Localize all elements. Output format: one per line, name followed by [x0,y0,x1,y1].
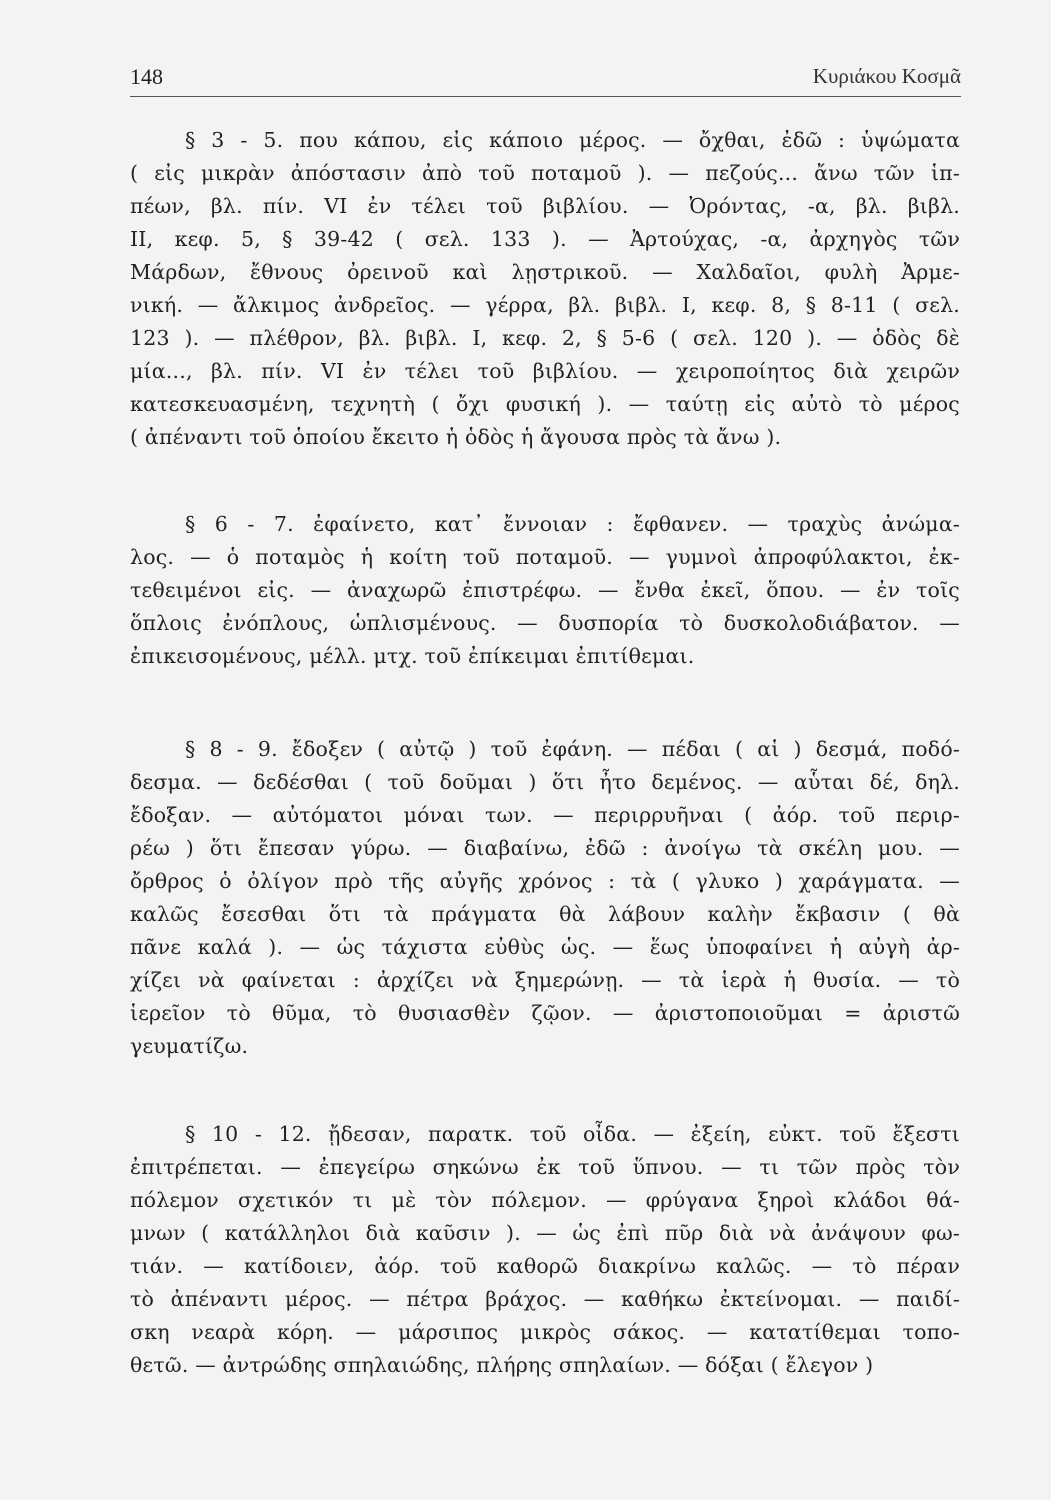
text-line: ( ἀπέναντι τοῦ ὁποίου ἔκειτο ἡ ὁδὸς ἡ ἄγουσα πρὸς τὰ ἄνω ). [130,425,782,449]
text-line: Μάρδων, ἔθνους ὀρεινοῦ καὶ λῃστρικοῦ. — Χαλδαῖοι, φυλὴ Ἀρμε- [130,260,960,284]
text-line: χίζει νὰ φαίνεται : ἀρχίζει νὰ ξημερώνῃ. — τὰ ἱερὰ ἡ θυσία. — τὸ [130,968,960,992]
text-line: ἱερεῖον τὸ θῦμα, τὸ θυσιασθὲν ζῷον. — ἀριστοποιοῦμαι = ἀριστῶ [130,1001,960,1025]
text-line: ρέω ) ὅτι ἔπεσαν γύρω. — διαβαίνω, ἐδῶ : ἀνοίγω τὰ σκέλη μου. — [130,836,960,860]
text-line: γευματίζω. [130,1034,249,1058]
text-line: λος. — ὁ ποταμὸς ἡ κοίτη τοῦ ποταμοῦ. — γυμνοὶ ἀπροφύλακτοι, ἐκ- [130,545,960,569]
text-line: σκη νεαρὰ κόρη. — μάρσιπος μικρὸς σάκος. — κατατίθεμαι τοπο- [130,1320,960,1344]
text-line: τεθειμένοι εἰς. — ἀναχωρῶ ἐπιστρέφω. — ἔνθα ἐκεῖ, ὅπου. — ἐν τοῖς [130,578,960,602]
text-line: πόλεμον σχετικόν τι μὲ τὸν πόλεμον. — φρύγανα ξηροὶ κλάδοι θά- [130,1188,960,1212]
text-line: καλῶς ἔσεσθαι ὅτι τὰ πράγματα θὰ λάβουν καλὴν ἔκβασιν ( θὰ [130,902,960,926]
text-line: § 6 - 7. ἐφαίνετο, κατ᾽ ἔννοιαν : ἔφθανεν. — τραχὺς ἀνώμα- [185,512,960,536]
text-line: II, κεφ. 5, § 39-42 ( σελ. 133 ). — Ἀρτούχας, -α, ἀρχηγὸς τῶν [130,227,960,251]
text-line: πέων, βλ. πίν. VI ἐν τέλει τοῦ βιβλίου. — Ὀρόντας, -α, βλ. βιβλ. [130,194,960,218]
text-line: ὅπλοις ἐνόπλους, ὡπλισμένους. — δυσπορία τὸ δυσκολοδιάβατον. — [130,611,960,635]
page-header [130,56,961,97]
text-line: § 3 - 5. που κάπου, εἰς κάποιο μέρος. — ὄχθαι, ἐδῶ : ὑψώματα [185,128,960,152]
text-line: πᾶνε καλά ). — ὡς τάχιστα εὐθὺς ὡς. — ἕως ὑποφαίνει ἡ αὐγὴ ἀρ- [130,935,960,959]
text-line: τὸ ἀπέναντι μέρος. — πέτρα βράχος. — καθήκω ἐκτείνομαι. — παιδί- [130,1287,960,1311]
text-line: μνων ( κατάλληλοι διὰ καῦσιν ). — ὡς ἐπὶ πῦρ διὰ νὰ ἀνάψουν φω- [130,1221,960,1245]
commentary-paragraph [130,124,960,454]
text-line: τιάν. — κατίδοιεν, ἀόρ. τοῦ καθορῶ διακρίνω καλῶς. — τὸ πέραν [130,1254,960,1278]
text-line: ὄρθρος ὁ ὀλίγον πρὸ τῆς αὐγῆς χρόνος : τὰ ( γλυκο ) χαράγματα. — [130,869,960,893]
running-head: Κυριάκου Κοσμᾶ [812,64,961,88]
text-line: ἐπικεισομένους, μέλλ. μτχ. τοῦ ἐπίκειμαι ἐπιτίθεμαι. [130,644,695,668]
commentary-paragraph [130,508,960,673]
text-line: ἐπιτρέπεται. — ἐπεγείρω σηκώνω ἐκ τοῦ ὕπνου. — τι τῶν πρὸς τὸν [130,1155,960,1179]
page-number: 148 [130,64,163,89]
text-line: ἔδοξαν. — αὐτόματοι μόναι των. — περιρρυῆναι ( ἀόρ. τοῦ περιρ- [130,803,960,827]
text-line: § 10 - 12. ᾔδεσαν, παρατκ. τοῦ οἶδα. — ἐξείη, εὐκτ. τοῦ ἔξεστι [185,1122,960,1146]
text-line: § 8 - 9. ἔδοξεν ( αὐτῷ ) τοῦ ἐφάνη. — πέδαι ( αἱ ) δεσμά, ποδό- [185,737,960,761]
text-line: δεσμα. — δεδέσθαι ( τοῦ δοῦμαι ) ὅτι ἦτο δεμένος. — αὗται δέ, δηλ. [130,770,960,794]
commentary-paragraph [130,1118,960,1382]
text-line: κατεσκευασμένη, τεχνητὴ ( ὄχι φυσική ). — ταύτῃ εἰς αὐτὸ τὸ μέρος [130,392,960,416]
text-line: μία..., βλ. πίν. VI ἐν τέλει τοῦ βιβλίου. — χειροποίητος διὰ χειρῶν [130,359,960,383]
text-line: θετῶ. — ἀντρώδης σπηλαιώδης, πλήρης σπηλαίων. — δόξαι ( ἔλεγον ) [130,1353,874,1377]
text-line: 123 ). — πλέθρον, βλ. βιβλ. I, κεφ. 2, § 5-6 ( σελ. 120 ). — ὁδὸς δὲ [130,326,960,350]
commentary-paragraph [130,733,960,1063]
text-line: νική. — ἄλκιμος ἀνδρεῖος. — γέρρα, βλ. βιβλ. I, κεφ. 8, § 8-11 ( σελ. [130,293,960,317]
text-line: ( εἰς μικρὰν ἀπόστασιν ἀπὸ τοῦ ποταμοῦ ). — πεζούς... ἄνω τῶν ἱπ- [130,161,960,185]
